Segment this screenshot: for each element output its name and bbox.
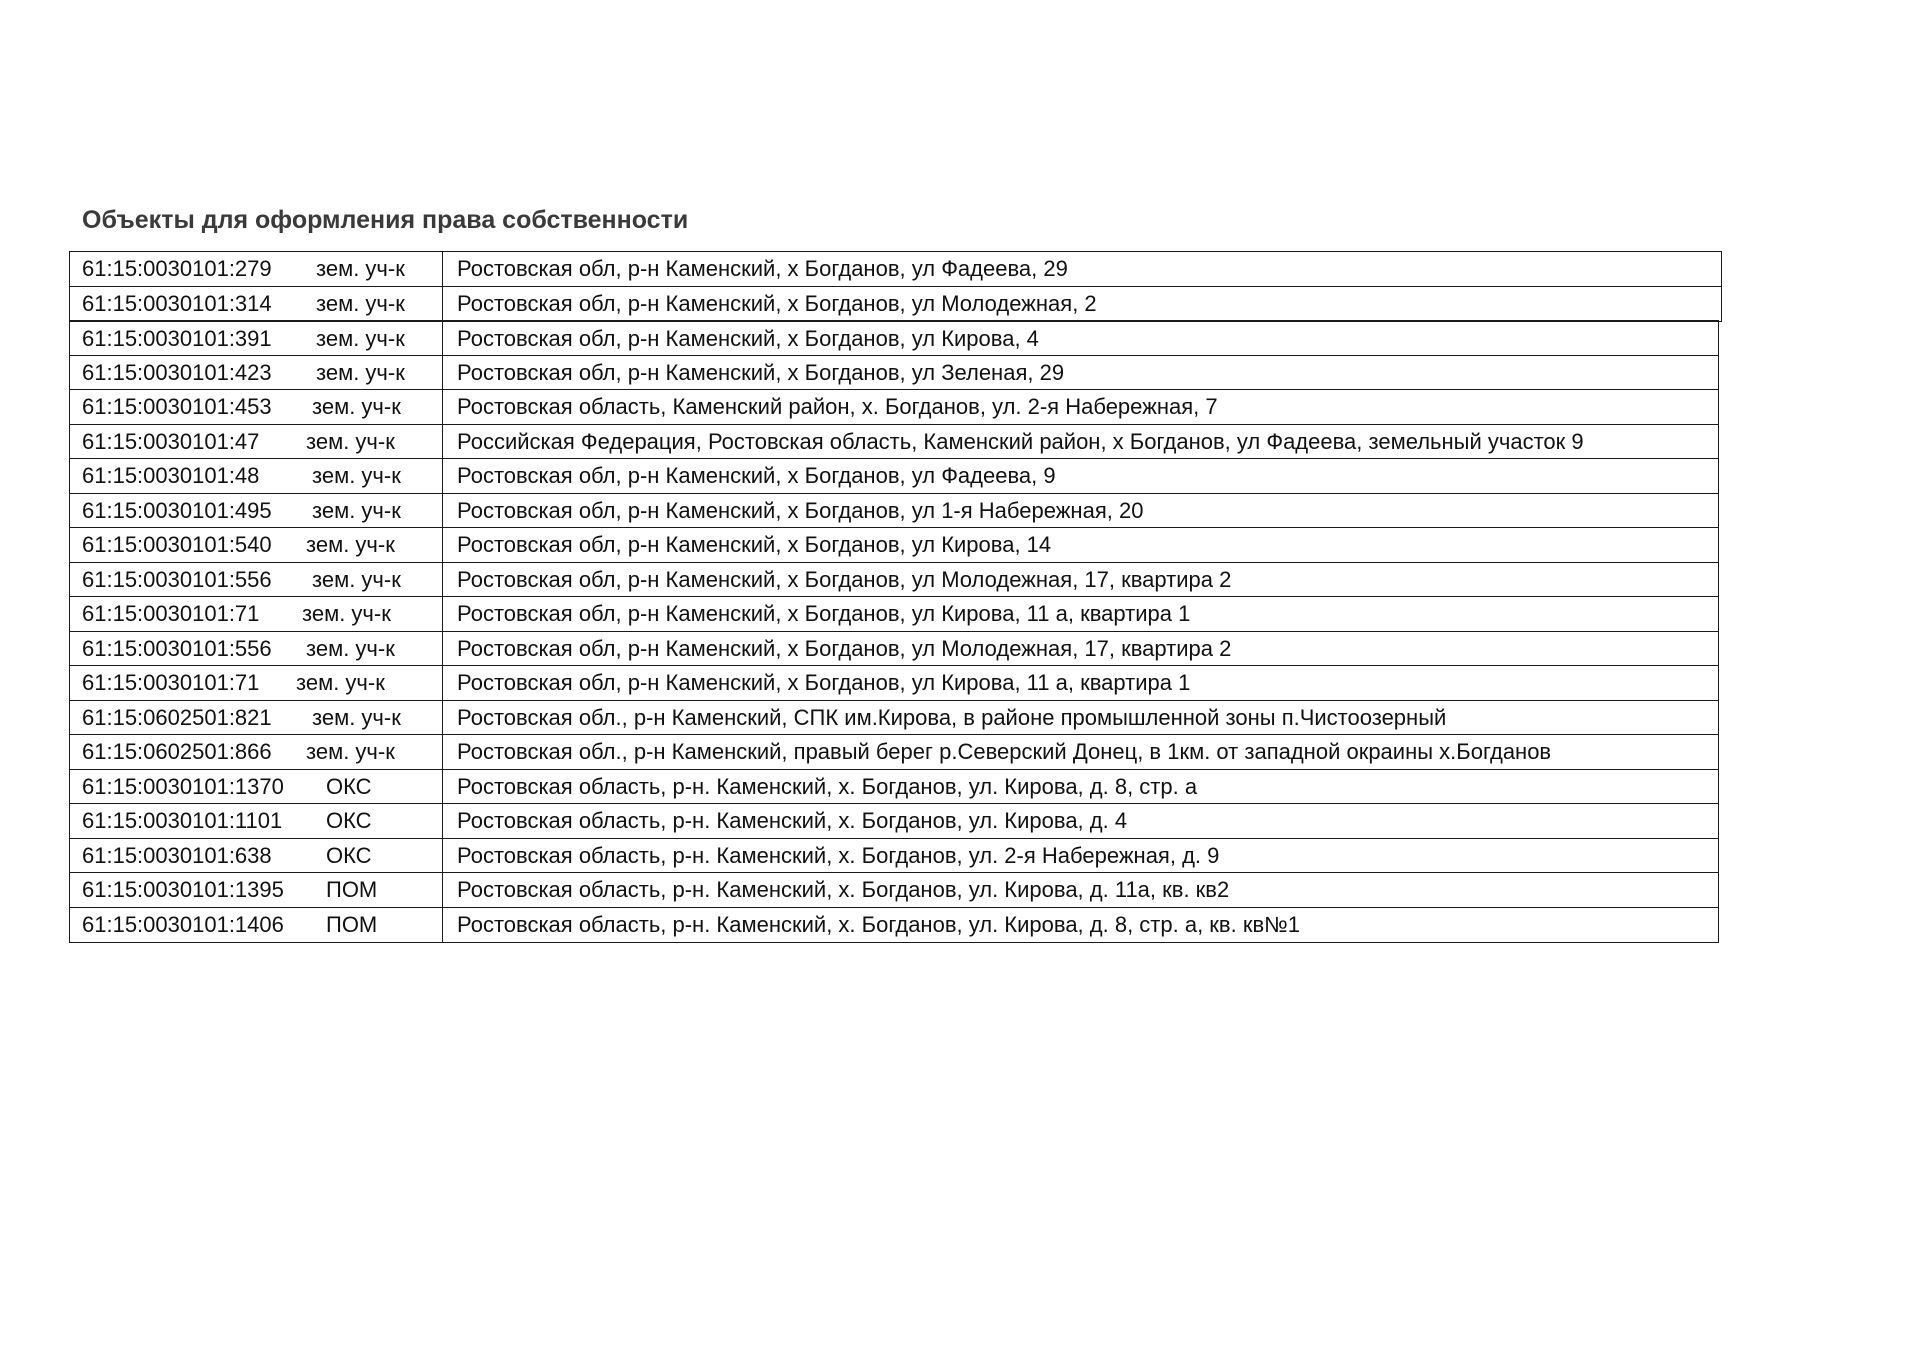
object-type: зем. уч-к	[296, 670, 385, 695]
cadastral-number: 61:15:0030101:314	[82, 290, 272, 316]
document-title: Объекты для оформления права собственности	[82, 206, 689, 234]
object-address: Ростовская обл, р-н Каменский, х Богданов, ул Кирова, 4	[457, 325, 1039, 351]
cadastral-number: 61:15:0030101:1395	[82, 877, 284, 902]
object-type: ОКС	[326, 808, 372, 833]
object-type: зем. уч-к	[312, 566, 401, 592]
column-divider	[442, 528, 443, 562]
object-type: зем. уч-к	[306, 739, 395, 764]
table-row	[69, 424, 1719, 460]
cadastral-number: 61:15:0030101:71	[82, 601, 260, 626]
table-row	[69, 838, 1719, 874]
object-address: Ростовская обл, р-н Каменский, х Богданов, ул Фадеева, 29	[457, 256, 1068, 281]
object-address: Ростовская обл, р-н Каменский, х Богданов, ул Зеленая, 29	[457, 359, 1065, 385]
cadastral-number: 61:15:0030101:71	[82, 670, 260, 695]
table-row	[69, 803, 1719, 839]
object-address: Ростовская обл, р-н Каменский, х Богданов, ул Молодежная, 17, квартира 2	[457, 566, 1232, 592]
column-divider	[442, 770, 443, 804]
object-address: Российская Федерация, Ростовская область, Каменский район, х Богданов, ул Фадеева, земельный участок 9	[457, 428, 1584, 454]
table-row	[69, 493, 1719, 529]
table-row	[69, 907, 1719, 943]
cadastral-number: 61:15:0030101:423	[82, 359, 272, 385]
object-address: Ростовская область, р-н. Каменский, х. Богданов, ул. 2-я Набережная, д. 9	[457, 842, 1220, 868]
table-row	[69, 872, 1719, 908]
column-divider	[442, 252, 443, 286]
object-address: Ростовская обл, р-н Каменский, х Богданов, ул Кирова, 11 а, квартира 1	[457, 670, 1191, 695]
column-divider	[442, 563, 443, 597]
cadastral-number: 61:15:0030101:540	[82, 532, 272, 557]
cadastral-number: 61:15:0602501:821	[82, 704, 272, 730]
table-row	[69, 389, 1719, 425]
column-divider	[442, 701, 443, 735]
object-address: Ростовская обл, р-н Каменский, х Богданов, ул Молодежная, 2	[457, 290, 1097, 316]
table-row	[69, 596, 1719, 632]
table-row	[69, 562, 1719, 598]
object-address: Ростовская область, р-н. Каменский, х. Богданов, ул. Кирова, д. 8, стр. а	[457, 773, 1198, 799]
object-address: Ростовская обл, р-н Каменский, х Богданов, ул Кирова, 11 а, квартира 1	[457, 601, 1191, 626]
table-row	[69, 355, 1719, 391]
table-row	[69, 251, 1722, 287]
cadastral-number: 61:15:0030101:1370	[82, 773, 284, 799]
object-address: Ростовская обл., р-н Каменский, СПК им.Кирова, в районе промышленной зоны п.Чистоозерный	[457, 704, 1447, 730]
column-divider	[442, 459, 443, 493]
column-divider	[442, 494, 443, 528]
column-divider	[442, 322, 443, 355]
object-type: ПОМ	[326, 877, 378, 902]
object-type: зем. уч-к	[306, 532, 395, 557]
column-divider	[442, 735, 443, 769]
object-address: Ростовская обл, р-н Каменский, х Богданов, ул Молодежная, 17, квартира 2	[457, 635, 1232, 661]
object-address: Ростовская область, р-н. Каменский, х. Богданов, ул. Кирова, д. 8, стр. а, кв. кв№1	[457, 911, 1300, 937]
object-type: зем. уч-к	[312, 497, 401, 523]
column-divider	[442, 632, 443, 666]
cadastral-number: 61:15:0602501:866	[82, 739, 272, 764]
object-address: Ростовская область, Каменский район, х. Богданов, ул. 2-я Набережная, 7	[457, 394, 1218, 419]
table-row	[69, 700, 1719, 736]
cadastral-number: 61:15:0030101:1406	[82, 911, 284, 937]
object-address: Ростовская область, р-н. Каменский, х. Богданов, ул. Кирова, д. 4	[457, 808, 1128, 833]
cadastral-number: 61:15:0030101:1101	[82, 808, 283, 833]
cadastral-number: 61:15:0030101:556	[82, 635, 272, 661]
object-type: зем. уч-к	[312, 463, 401, 488]
table-row	[69, 769, 1719, 805]
column-divider	[442, 839, 443, 873]
table-row	[69, 458, 1719, 494]
column-divider	[442, 804, 443, 838]
object-address: Ростовская обл, р-н Каменский, х Богданов, ул 1-я Набережная, 20	[457, 497, 1144, 523]
table-row	[69, 320, 1719, 356]
cadastral-number: 61:15:0030101:47	[82, 428, 260, 454]
cadastral-number: 61:15:0030101:556	[82, 566, 272, 592]
object-type: зем. уч-к	[316, 359, 405, 385]
column-divider	[442, 356, 443, 390]
table-row	[69, 286, 1722, 322]
column-divider	[442, 873, 443, 907]
object-type: зем. уч-к	[316, 256, 405, 281]
property-objects-table	[69, 251, 1722, 943]
table-row	[69, 665, 1719, 701]
object-type: зем. уч-к	[316, 290, 405, 316]
column-divider	[442, 287, 443, 321]
object-address: Ростовская обл., р-н Каменский, правый берег р.Северский Донец, в 1км. от западной окраины х.Богданов	[457, 739, 1552, 764]
object-type: зем. уч-к	[312, 394, 401, 419]
column-divider	[442, 908, 443, 942]
column-divider	[442, 390, 443, 424]
cadastral-number: 61:15:0030101:495	[82, 497, 272, 523]
object-address: Ростовская обл, р-н Каменский, х Богданов, ул Фадеева, 9	[457, 463, 1056, 488]
cadastral-number: 61:15:0030101:48	[82, 463, 260, 488]
column-divider	[442, 425, 443, 459]
column-divider	[442, 666, 443, 700]
cadastral-number: 61:15:0030101:453	[82, 394, 272, 419]
table-row	[69, 631, 1719, 667]
object-type: зем. уч-к	[306, 635, 395, 661]
object-type: зем. уч-к	[306, 428, 395, 454]
object-type: зем. уч-к	[312, 704, 401, 730]
object-type: ПОМ	[326, 911, 378, 937]
object-type: ОКС	[326, 773, 372, 799]
column-divider	[442, 597, 443, 631]
object-type: зем. уч-к	[302, 601, 391, 626]
object-type: ОКС	[326, 842, 372, 868]
table-row	[69, 527, 1719, 563]
table-row	[69, 734, 1719, 770]
object-address: Ростовская область, р-н. Каменский, х. Богданов, ул. Кирова, д. 11а, кв. кв2	[457, 877, 1230, 902]
cadastral-number: 61:15:0030101:638	[82, 842, 272, 868]
cadastral-number: 61:15:0030101:391	[82, 325, 272, 351]
object-address: Ростовская обл, р-н Каменский, х Богданов, ул Кирова, 14	[457, 532, 1052, 557]
object-type: зем. уч-к	[316, 325, 405, 351]
cadastral-number: 61:15:0030101:279	[82, 256, 272, 281]
